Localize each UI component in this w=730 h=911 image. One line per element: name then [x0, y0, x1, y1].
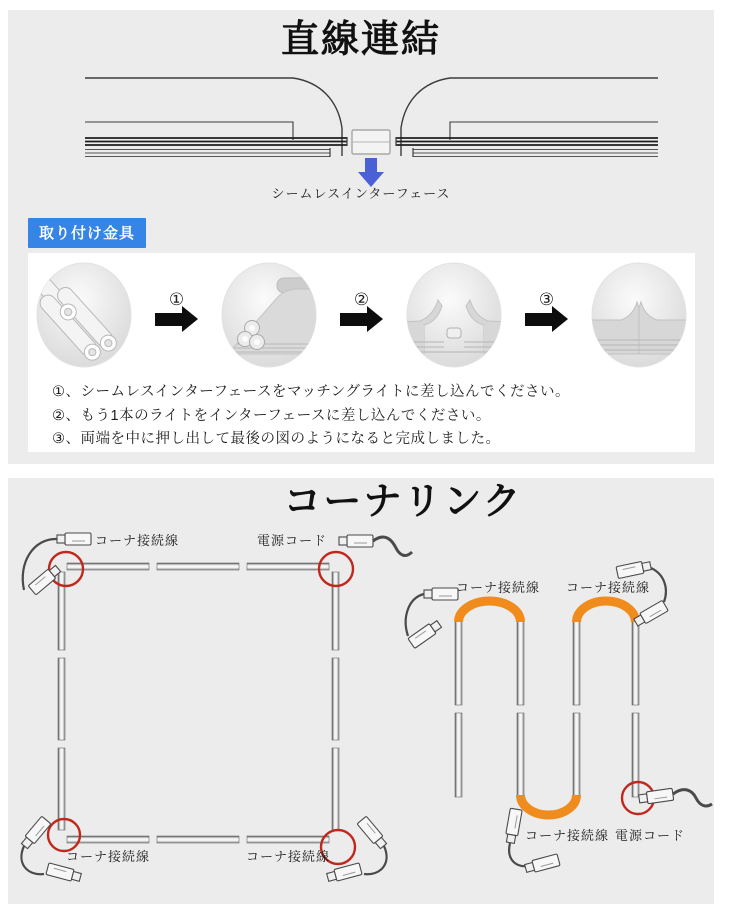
seamless-interface-label: シームレスインターフェース — [271, 186, 451, 201]
black-arrow-icon — [340, 313, 367, 326]
serpentine-corner-wire-label-top-left: コーナ接続線 — [456, 580, 541, 595]
black-arrow-icon — [155, 313, 182, 326]
straight-section-title: 直線連結 — [280, 19, 441, 61]
step-number-3: ③ — [538, 290, 555, 309]
installation-steps-panel — [28, 253, 695, 452]
mounting-bracket-badge: 取り付け金具 — [28, 218, 146, 248]
step-number-2: ② — [353, 290, 370, 309]
step-photo-insert-other-end — [406, 262, 502, 368]
corner-link-section — [8, 478, 714, 904]
step-arrow-unit-2 — [340, 290, 383, 326]
corner-highlight-circles — [48, 552, 355, 864]
corner-section-title: コーナリンク — [283, 481, 523, 523]
installation-instructions — [52, 381, 570, 452]
step-number-1: ① — [168, 290, 185, 309]
serpentine-power-cord — [638, 788, 712, 806]
black-arrow-icon — [525, 313, 552, 326]
straight-connection-section — [8, 10, 714, 464]
square-power-cord-label: 電源コード — [257, 533, 328, 548]
serpentine-wire-top-left — [406, 588, 458, 648]
square-loop-diagram — [20, 533, 412, 883]
square-corner-wire-label-top-left: コーナ接続線 — [95, 533, 180, 548]
step-arrow-unit-3 — [525, 290, 568, 326]
step-arrow-unit-1 — [155, 290, 198, 326]
square-corner-wire-label-bottom-left: コーナ接続線 — [66, 849, 151, 864]
instruction-line-3: ③、両端を中に押し出して最後の図のようになると完成しました。 — [52, 431, 501, 447]
power-cord-top-right — [339, 535, 412, 555]
step-photo-completed — [591, 262, 687, 368]
installation-steps-row — [36, 259, 687, 371]
step-photo-insert-one-end — [221, 262, 317, 368]
serpentine-corner-wire-label-top-right: コーナ接続線 — [566, 580, 651, 595]
instruction-line-1: ①、シームレスインターフェースをマッチングライトに差し込んでください。 — [52, 384, 570, 400]
corner-connection-arcs — [459, 601, 636, 815]
serpentine-power-cord-label: 電源コード — [615, 828, 686, 843]
seamless-interface-connector — [352, 130, 390, 154]
square-corner-wire-label-bottom-right: コーナ接続線 — [246, 849, 331, 864]
step-photo-interface — [36, 262, 132, 368]
serpentine-corner-wire-label-bottom: コーナ接続線 — [525, 828, 610, 843]
instruction-line-2: ②、もう1本のライトをインターフェースに差し込んでください。 — [52, 407, 491, 424]
